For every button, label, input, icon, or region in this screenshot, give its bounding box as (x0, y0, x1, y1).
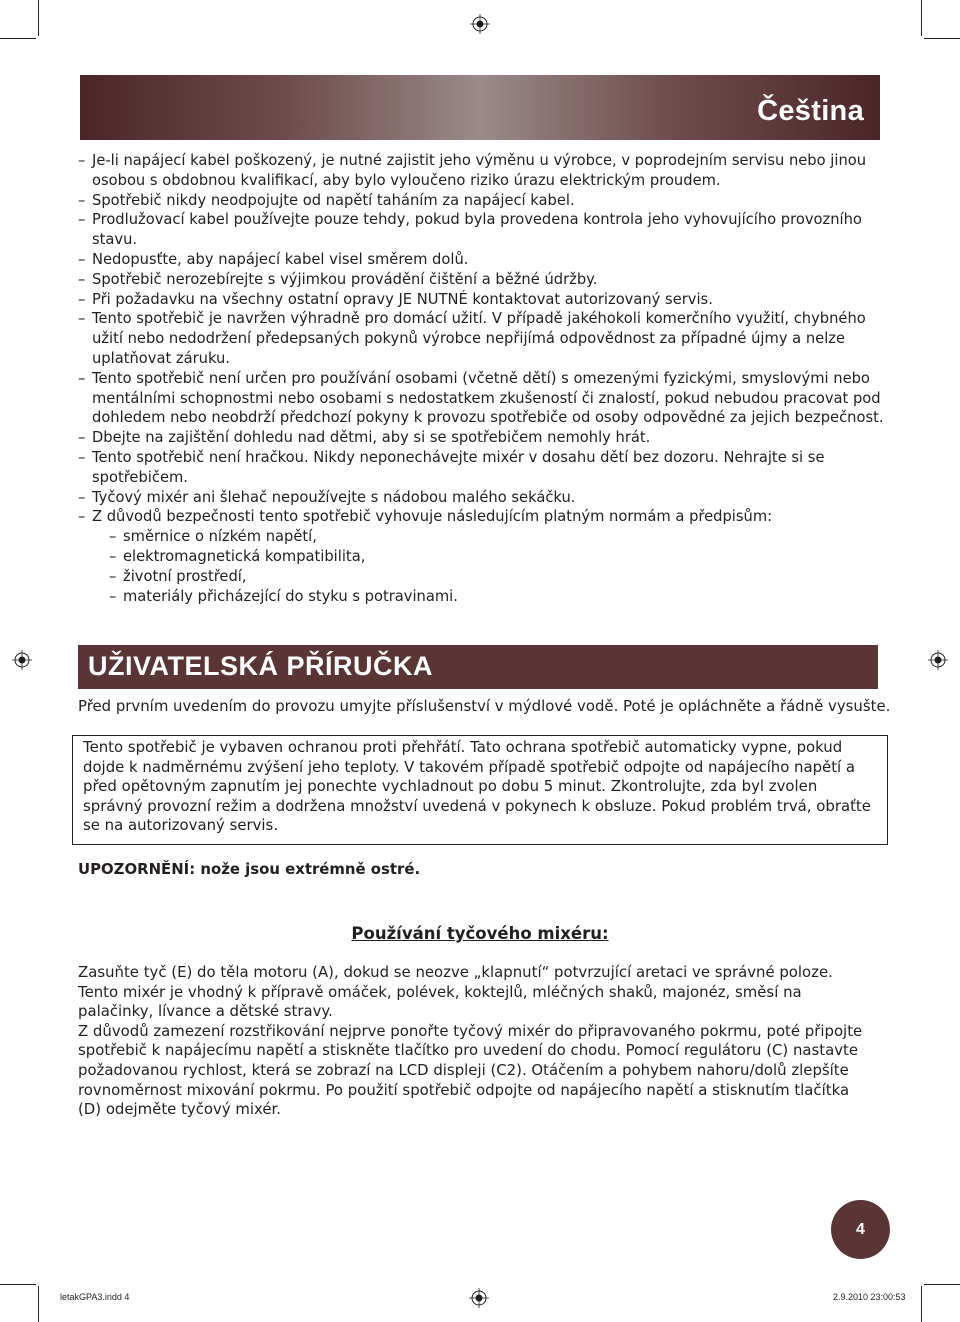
registration-mark-icon (469, 1288, 489, 1308)
list-item: – Tento spotřebič není hračkou. Nikdy neponechávejte mixér v dosahu dětí bez dozoru. Nehrajte si se spotřebičem. (70, 448, 890, 488)
overheat-protection-box: Tento spotřebič je vybaven ochranou proti přehřátí. Tato ochrana spotřebič automaticky vypne, pokud dojde k nadměrnému zvýšení jeho teploty. V takovém případě spotřebič odpojte od napájecího napětí a před opětovným zapnutím jej ponechte vychladnout po dobu 5 minut. Zkontrolujte, zda byl zvolen správný provozní režim a dodržena množství uvedená v pokynech k obsluze. Pokud problém trvá, obraťte se na autorizovaný servis. (72, 735, 888, 845)
crop-mark (0, 38, 36, 39)
crop-mark (921, 0, 922, 36)
intro-paragraph: Před prvním uvedením do provozu umyjte příslušenství v mýdlové vodě. Poté je opláchněte a řádně vysušte. (78, 697, 891, 715)
list-item: – Dbejte na zajištění dohledu nad dětmi, aby si se spotřebičem nemohly hrát. (70, 428, 890, 448)
crop-mark (924, 1284, 960, 1285)
warning-text: UPOZORNĚNÍ: nože jsou extrémně ostré. (78, 860, 421, 878)
section-banner (78, 645, 878, 689)
list-item: – Tyčový mixér ani šlehač nepoužívejte s nádobou malého sekáčku. (70, 488, 890, 508)
norm-list-item: – materiály přicházející do styku s potravinami. (70, 587, 890, 607)
section-title: UŽIVATELSKÁ PŘÍRUČKA (88, 651, 433, 681)
page-number-badge (831, 1200, 890, 1259)
registration-mark-icon (470, 14, 490, 34)
footer-file-name: letakGPA3.indd 4 (60, 1292, 130, 1302)
usage-paragraph: Zasuňte tyč (E) do těla motoru (A), dokud se neozve „klapnutí“ potvrzující aretaci ve správné poloze. Tento mixér je vhodný k přípravě omáček, polévek, koktejlů, mléčných shaků, majonéz, směsí na palačinky, lívance a dětské stravy. (78, 963, 833, 1021)
registration-mark-icon (12, 650, 32, 670)
crop-mark (0, 1284, 36, 1285)
list-item: – Spotřebič nerozebírejte s výjimkou provádění čištění a běžné údržby. (70, 270, 890, 290)
crop-mark (921, 1286, 922, 1322)
crop-mark (38, 0, 39, 36)
usage-section (78, 963, 868, 1120)
usage-heading: Používání tyčového mixéru: (351, 924, 609, 943)
list-item: – Je-li napájecí kabel poškozený, je nutné zajistit jeho výměnu u výrobce, v poprodejním servisu nebo jinou osobou s obdobnou kvalifikací, aby bylo vyloučeno riziko úrazu elektrickým proudem. (70, 151, 890, 191)
list-item: – Při požadavku na všechny ostatní opravy JE NUTNÉ kontaktovat autorizovaný servis. (70, 290, 890, 310)
registration-mark-icon (928, 650, 948, 670)
norm-list-item: – životní prostředí, (70, 567, 890, 587)
page-number: 4 (856, 1220, 865, 1238)
list-item: – Tento spotřebič není určen pro používání osobami (včetně dětí) s omezenými fyzickými, smyslovými nebo mentálními schopnostmi nebo osobami s nedostatkem zkušeností či znalostí, pokud nebudou pracovat pod dohledem nebo neobdrží předchozí pokyny k provozu spotřebiče od osoby odpovědné za jejich bezpečnost. (70, 369, 890, 428)
list-item: – Tento spotřebič je navržen výhradně pro domácí užití. V případě jakéhokoli komerčního využití, chybného užití nebo nedodržení předepsaných pokynů výrobce nepřijímá odpovědnost za případné újmy a nelze uplatňovat záruku. (70, 309, 890, 368)
norm-list-item: – elektromagnetická kompatibilita, (70, 547, 890, 567)
language-header-band (80, 75, 880, 140)
list-item: – Spotřebič nikdy neodpojujte od napětí taháním za napájecí kabel. (70, 191, 890, 211)
crop-mark (38, 1286, 39, 1322)
norm-list-item: – směrnice o nízkém napětí, (70, 527, 890, 547)
usage-paragraph: Z důvodů zamezení rozstřikování nejprve ponořte tyčový mixér do připravovaného pokrmu, poté připojte spotřebič k napájecímu napětí a stiskněte tlačítko pro uvedení do chodu. Pomocí regulátoru (C) nastavte požadovanou rychlost, která se zobrazí na LCD displeji (C2). Otáčením a pohybem nahoru/dolů zlepšíte rovnoměrnost mixování pokrmu. Po použití spotřebič odpojte od napájecího napětí a stisknutím tlačítka (D) odejměte tyčový mixér. (78, 1021, 863, 1119)
list-item: – Z důvodů bezpečnosti tento spotřebič vyhovuje následujícím platným normám a předpisům: (70, 507, 890, 527)
safety-instructions-list (70, 151, 890, 606)
footer-timestamp: 2.9.2010 23:00:53 (833, 1292, 906, 1302)
list-item: – Prodlužovací kabel používejte pouze tehdy, pokud byla provedena kontrola jeho vyhovujícího provozního stavu. (70, 210, 890, 250)
list-item: – Nedopusťte, aby napájecí kabel visel směrem dolů. (70, 250, 890, 270)
language-title: Čeština (757, 95, 864, 127)
crop-mark (924, 38, 960, 39)
